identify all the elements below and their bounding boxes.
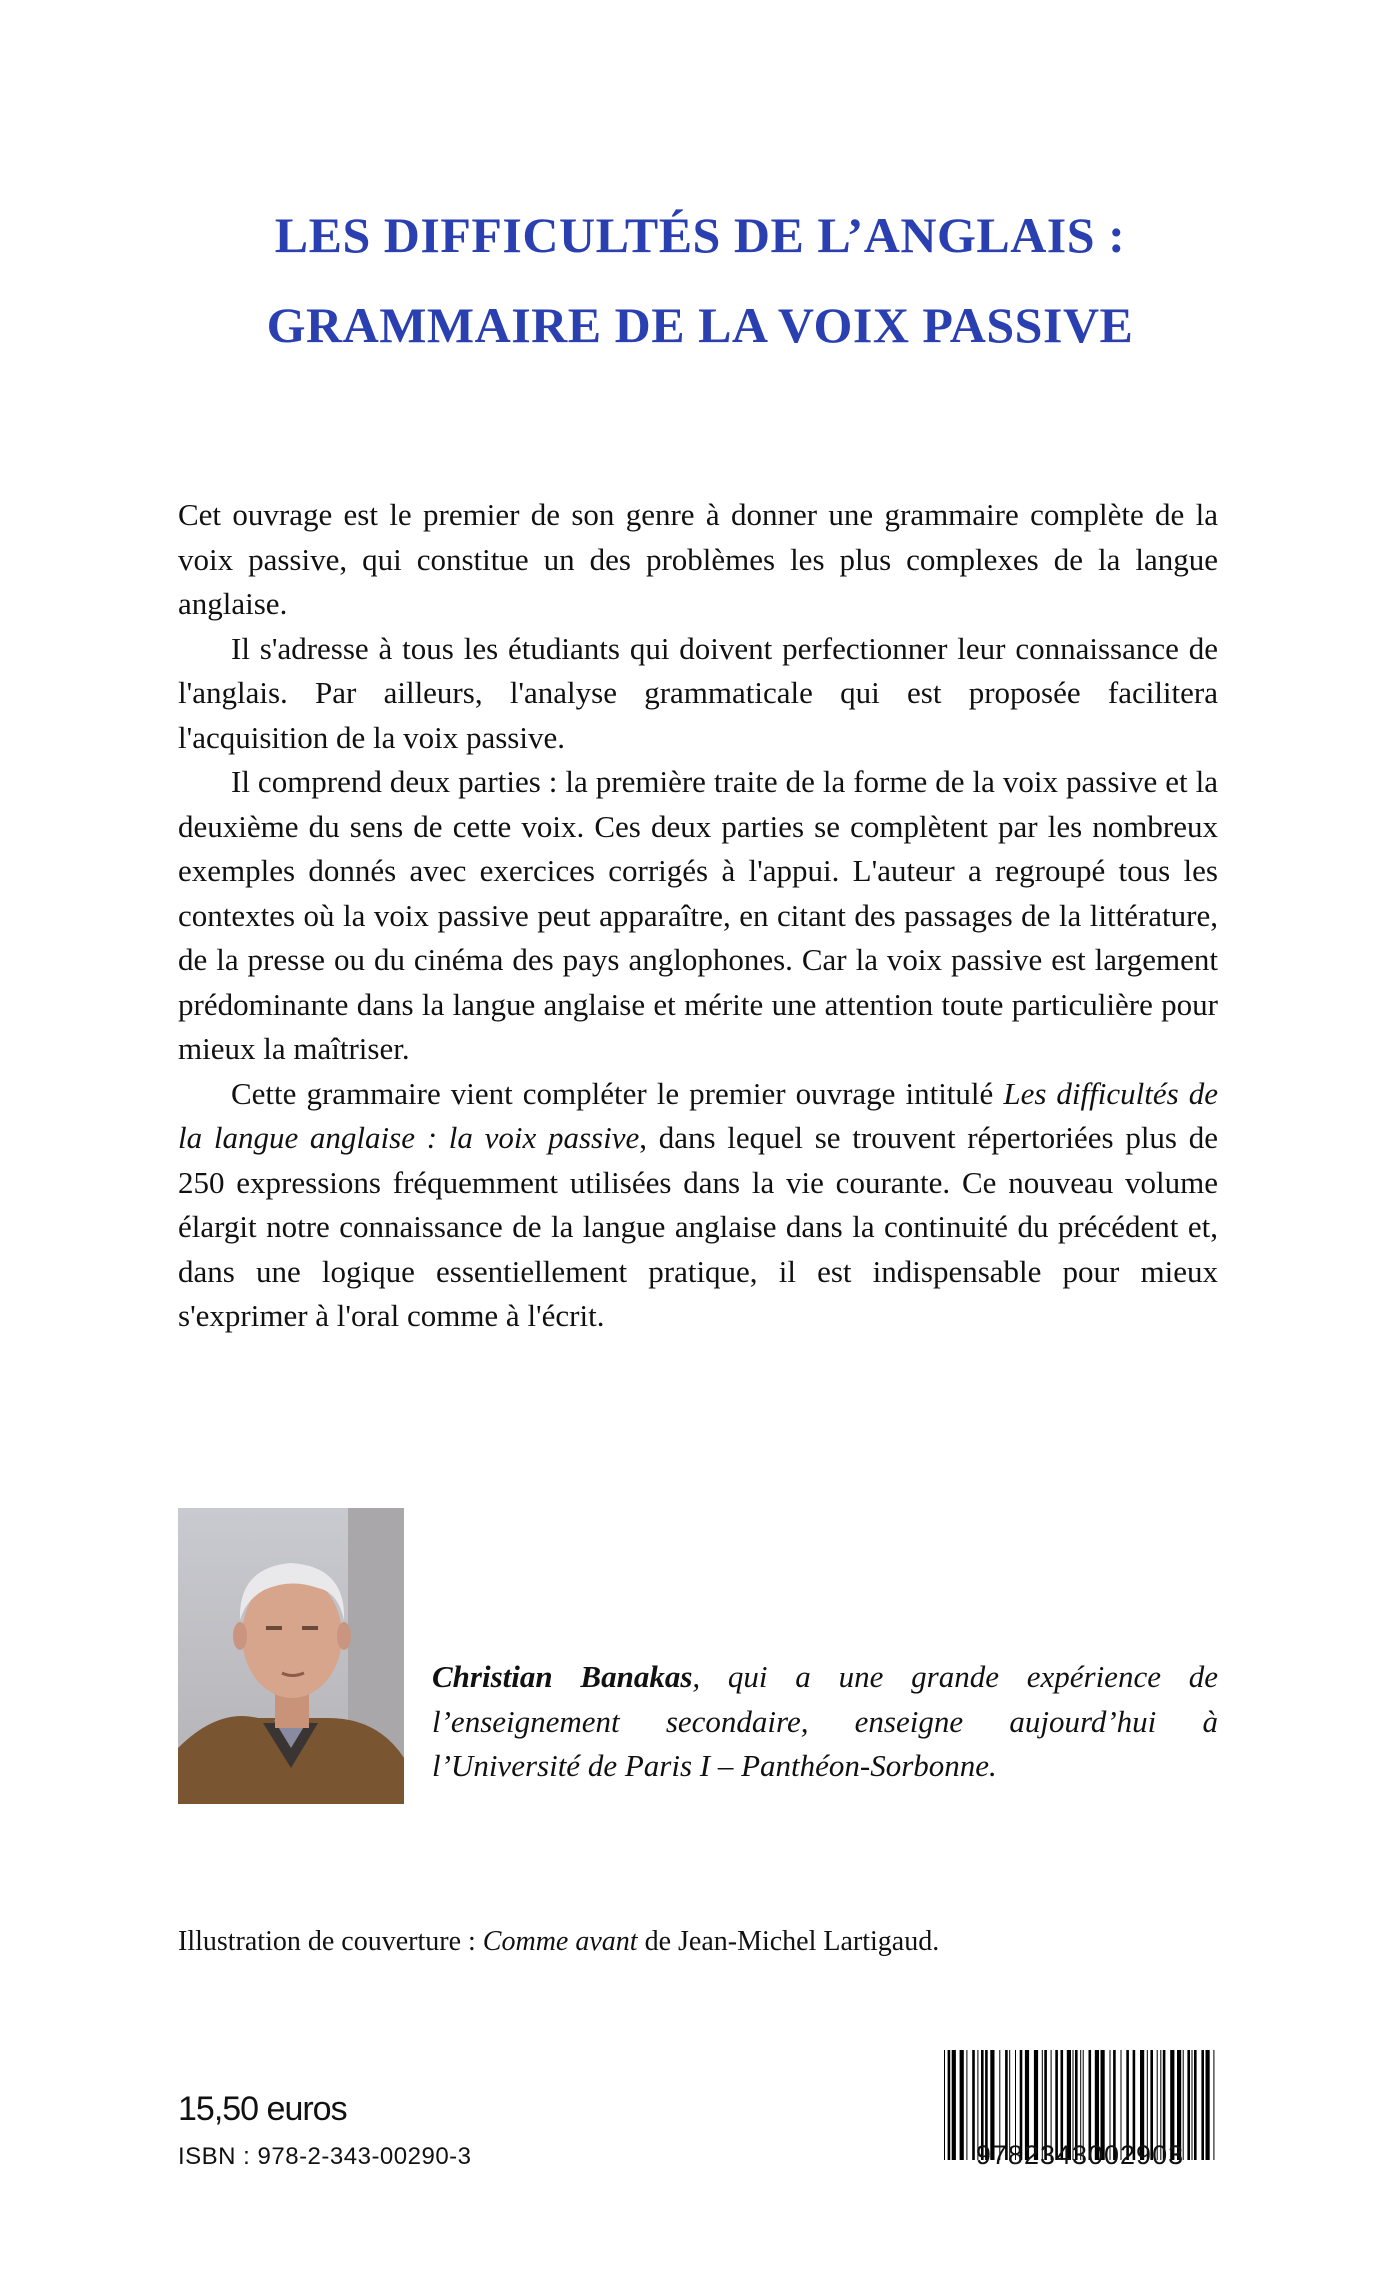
- description-paragraph-3: Il comprend deux parties : la première traite de la forme de la voix passive et la deuxième du sens de cette voix. Ces deux parties se complètent par les nombreux exemples donnés avec exercices corrigés à l'appui. L'auteur a regroupé tous les contextes où la voix passive peut apparaître, en citant des passages de la littérature, de la presse ou du cinéma des pays anglophones. Car la voix passive est largement prédominante dans la langue anglaise et mérite une attention toute particulière pour mieux la maîtriser.: [178, 764, 1218, 1066]
- cover-illustration-credit: [178, 1922, 1238, 1962]
- author-name: Christian Banakas: [432, 1659, 693, 1694]
- isbn: ISBN : 978-2-343-00290-3: [178, 2143, 472, 2170]
- description-paragraph-2: Il s'adresse à tous les étudiants qui doivent perfectionner leur connaissance de l'anglais. Par ailleurs, l'analyse grammaticale qui est proposée facilitera l'acquisition de la voix passive.: [178, 630, 1218, 755]
- book-title-line-2: GRAMMAIRE DE LA VOIX PASSIVE: [266, 297, 1134, 353]
- paragraph-4-text-end: , dans lequel se trouvent répertoriées plus de 250 expressions fréquemment utilisées dans la vie courante. Ce nouveau volume élargit notre connaissance de la langue anglaise dans la continuité du précédent et, dans une logique essentiellement pratique, il est indispensable pour mieux s'exprimer à l'oral comme à l'écrit.: [178, 1120, 1218, 1333]
- description-paragraph-4: [178, 1072, 1218, 1339]
- illustration-title: Comme avant: [482, 1926, 638, 1957]
- author-bio-text: , qui a une grande expérience de l’enseignement secondaire, enseigne aujourd’hui à l’Université de Paris I – Panthéon-Sorbonne.: [432, 1659, 1219, 1783]
- credit-label: Illustration de couverture :: [178, 1926, 483, 1957]
- price: 15,50 euros: [178, 2090, 347, 2128]
- description: [178, 493, 1218, 1339]
- paragraph-4-text-start: Cette grammaire vient compléter le premier ouvrage intitulé: [231, 1075, 1004, 1111]
- author-photo: [178, 1508, 404, 1804]
- description-paragraph-1: Cet ouvrage est le premier de son genre à donner une grammaire complète de la voix passive, qui constitue un des problèmes les plus complexes de la langue anglaise.: [178, 497, 1218, 621]
- author-bio: [432, 1655, 1218, 1789]
- previous-book-title: Les difficultés de la langue anglaise : la voix passive: [178, 1075, 1218, 1155]
- credit-artist: de Jean-Michel Lartigaud.: [637, 1926, 940, 1957]
- book-title-line-1: LES DIFFICULTÉS DE L’ANGLAIS :: [274, 207, 1126, 263]
- barcode-number: 9782343002903: [975, 2140, 1185, 2170]
